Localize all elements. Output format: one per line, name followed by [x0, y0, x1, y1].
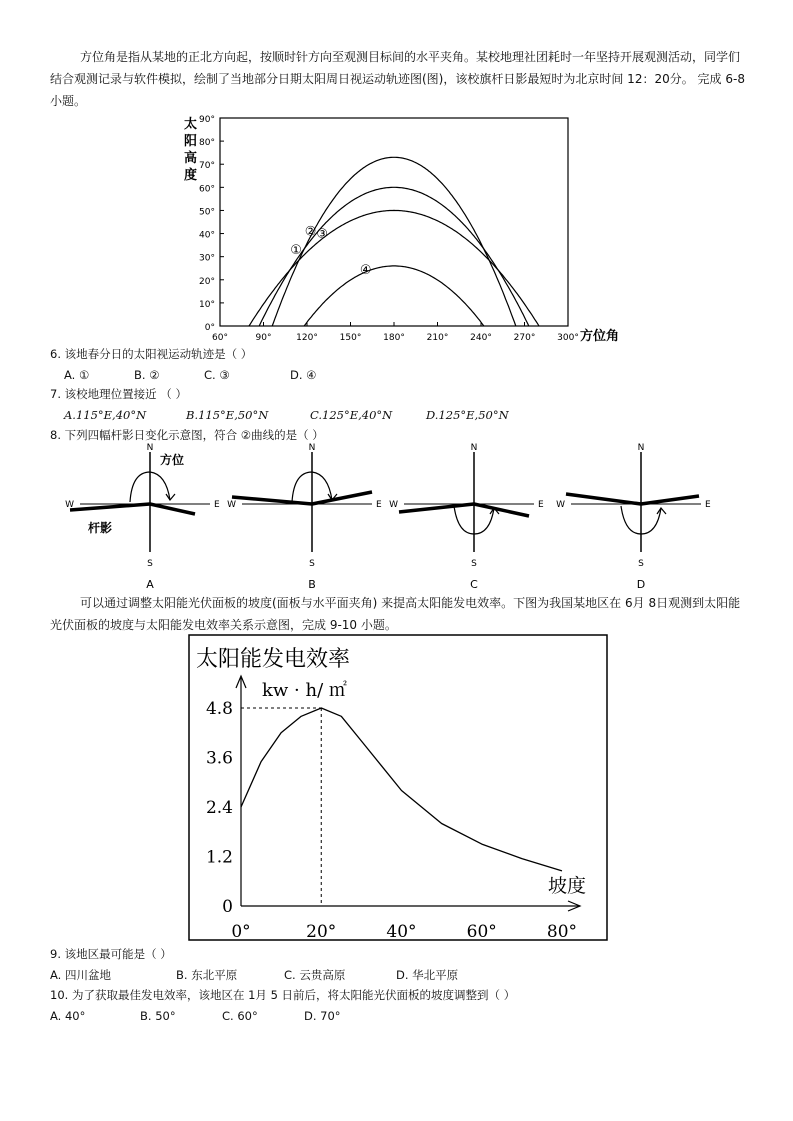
- shadow-line: [70, 504, 150, 510]
- question-9-options: [50, 967, 458, 983]
- x-tick-label: 0°: [231, 922, 251, 942]
- shadow-line: [399, 504, 474, 512]
- shadow-diagram-D: [556, 443, 711, 591]
- option-d[interactable]: D. ④: [290, 368, 317, 382]
- y-tick-label: 80°: [199, 138, 215, 149]
- y-tick-label: 60°: [199, 184, 215, 195]
- option-b[interactable]: B. 东北平原: [176, 968, 238, 982]
- intro-paragraph-1: 方位角是指从某地的正北方向起，按顺时针方向至观测目标间的水平夹角。某校地理社团耗时一年坚持开展观测活动，同学们结合观测记录与软件模拟，绘制了当地部分日期太阳周日视运动轨迹图(图)，该校旗杆日影最短时为北京时间 12：20分。 完成 6-8小题。: [50, 50, 745, 108]
- north-label: N: [308, 443, 316, 453]
- y-tick-label: 30°: [199, 253, 215, 264]
- option-d[interactable]: D. 华北平原: [396, 968, 459, 982]
- arrow-head-icon: [657, 508, 666, 514]
- west-label: W: [65, 500, 74, 510]
- shadow-label: 杆影: [88, 521, 113, 535]
- y-unit-label: kw · h/ ㎡: [262, 680, 347, 701]
- x-axis-label: 坡度: [548, 875, 587, 897]
- east-label: E: [214, 500, 220, 510]
- shadow-diagram-A: [65, 443, 220, 591]
- sun-path-chart: [170, 108, 620, 348]
- south-label: S: [309, 559, 315, 569]
- west-label: W: [556, 500, 565, 510]
- question-8: 8. 下列四幅杆影日变化示意图，符合 ②曲线的是（ ）: [50, 428, 324, 442]
- y-tick-label: 90°: [199, 115, 215, 125]
- x-tick-label: 40°: [386, 922, 417, 942]
- x-tick-label: 270°: [513, 333, 536, 343]
- y-tick-label: 20°: [199, 276, 215, 287]
- question-6-options: [64, 367, 316, 383]
- shadow-diagram-C: [389, 443, 544, 591]
- option-b[interactable]: B. ②: [134, 368, 160, 382]
- question-7: 7. 该校地理位置接近 （ ）: [50, 387, 187, 401]
- diagram-label: A: [146, 578, 154, 591]
- x-axis-label: 方位角: [580, 329, 620, 344]
- y-axis-label: 太: [184, 117, 198, 132]
- option-d[interactable]: D.125°E,50°N: [426, 408, 509, 422]
- curve-label: ④: [359, 262, 372, 278]
- x-tick-label: 300°: [557, 333, 579, 343]
- question-10-options: [50, 1008, 341, 1024]
- y-tick-label: 70°: [199, 161, 215, 172]
- x-tick-label: 60°: [212, 333, 228, 343]
- y-tick-label: 3.6: [205, 748, 233, 769]
- y-tick-label: 4.8: [205, 699, 233, 719]
- curve-label: ①: [290, 243, 302, 259]
- shadow-line: [150, 504, 195, 514]
- shadow-line: [641, 496, 699, 504]
- curve-label: ③: [316, 226, 329, 242]
- sun-path-curve-1: [272, 157, 516, 326]
- chart-title: 太阳能发电效率: [196, 647, 351, 672]
- option-b[interactable]: B.115°E,50°N: [186, 408, 269, 422]
- x-tick-label: 80°: [546, 922, 578, 942]
- west-label: W: [389, 500, 398, 510]
- shadow-diagram-B: [227, 443, 382, 591]
- arrow-head-icon: [166, 494, 175, 500]
- sun-path-curve-4: [304, 266, 484, 326]
- option-c[interactable]: C. 60°: [222, 1009, 258, 1023]
- y-axis-label: 度: [184, 168, 198, 183]
- y-tick-label: 0: [222, 897, 233, 917]
- question-9: 9. 该地区最可能是（ ）: [50, 947, 172, 961]
- shadow-line: [312, 492, 372, 504]
- diagram-label: D: [636, 578, 646, 591]
- shadow-line: [474, 504, 529, 516]
- y-tick-label: 40°: [199, 230, 215, 241]
- y-tick-label: 10°: [199, 299, 215, 310]
- west-label: W: [227, 500, 236, 510]
- x-tick-label: 150°: [339, 333, 362, 343]
- option-a[interactable]: A. ①: [64, 368, 90, 382]
- south-label: S: [638, 559, 644, 569]
- east-label: E: [376, 500, 382, 510]
- question-10: 10. 为了获取最佳发电效率，该地区在 1月 5 日前后，将太阳能光伏面板的坡度调整到（ ）: [50, 988, 516, 1002]
- option-a[interactable]: A. 四川盆地: [50, 968, 111, 982]
- diagram-label: B: [308, 578, 316, 591]
- x-tick-label: 60°: [466, 922, 497, 942]
- x-tick-label: 180°: [383, 333, 405, 343]
- south-label: S: [471, 559, 477, 569]
- north-label: N: [146, 443, 154, 453]
- y-tick-label: 1.2: [205, 847, 233, 868]
- y-tick-label: 50°: [199, 207, 215, 218]
- south-label: S: [147, 559, 153, 569]
- option-a[interactable]: A. 40°: [50, 1009, 86, 1023]
- east-label: E: [538, 500, 544, 510]
- option-a[interactable]: A.115°E,40°N: [64, 408, 147, 422]
- x-tick-label: 240°: [470, 333, 492, 343]
- option-c[interactable]: C.125°E,40°N: [310, 408, 393, 422]
- question-7-options: [64, 407, 509, 423]
- x-tick-label: 210°: [426, 333, 449, 343]
- x-tick-label: 20°: [306, 922, 337, 942]
- plot-frame: [220, 118, 568, 326]
- intro-paragraph-2: 可以通过调整太阳能光伏面板的坡度(面板与水平面夹角) 来提高太阳能发电效率。下图为我国某地区在 6月 8日观测到太阳能光伏面板的坡度与太阳能发电效率关系示意图，完成 9-10 小题。: [50, 596, 741, 632]
- y-axis-label: 阳: [184, 134, 198, 149]
- shadow-line: [232, 497, 312, 504]
- shadow-line: [566, 494, 641, 504]
- east-label: E: [705, 500, 711, 510]
- efficiency-chart: [188, 634, 608, 942]
- shadow-diagrams: [65, 443, 730, 594]
- option-d[interactable]: D. 70°: [304, 1009, 341, 1023]
- x-tick-label: 120°: [296, 333, 318, 343]
- north-label: N: [470, 443, 478, 453]
- option-b[interactable]: B. 50°: [140, 1009, 176, 1023]
- option-c[interactable]: C. 云贵高原: [284, 968, 346, 982]
- option-c[interactable]: C. ③: [204, 368, 230, 382]
- y-tick-label: 0°: [204, 323, 215, 333]
- curve-label: ②: [304, 224, 317, 240]
- north-label: N: [637, 443, 645, 453]
- azimuth-label: 方位: [160, 453, 185, 467]
- x-tick-label: 90°: [255, 333, 272, 343]
- efficiency-curve: [241, 708, 562, 871]
- question-6: 6. 该地春分日的太阳视运动轨迹是（ ）: [50, 347, 253, 361]
- diagram-label: C: [470, 578, 478, 591]
- y-axis-label: 高: [184, 151, 198, 166]
- chart-border: [189, 635, 607, 940]
- y-tick-label: 2.4: [205, 798, 233, 818]
- sun-path-curve-3: [249, 210, 539, 326]
